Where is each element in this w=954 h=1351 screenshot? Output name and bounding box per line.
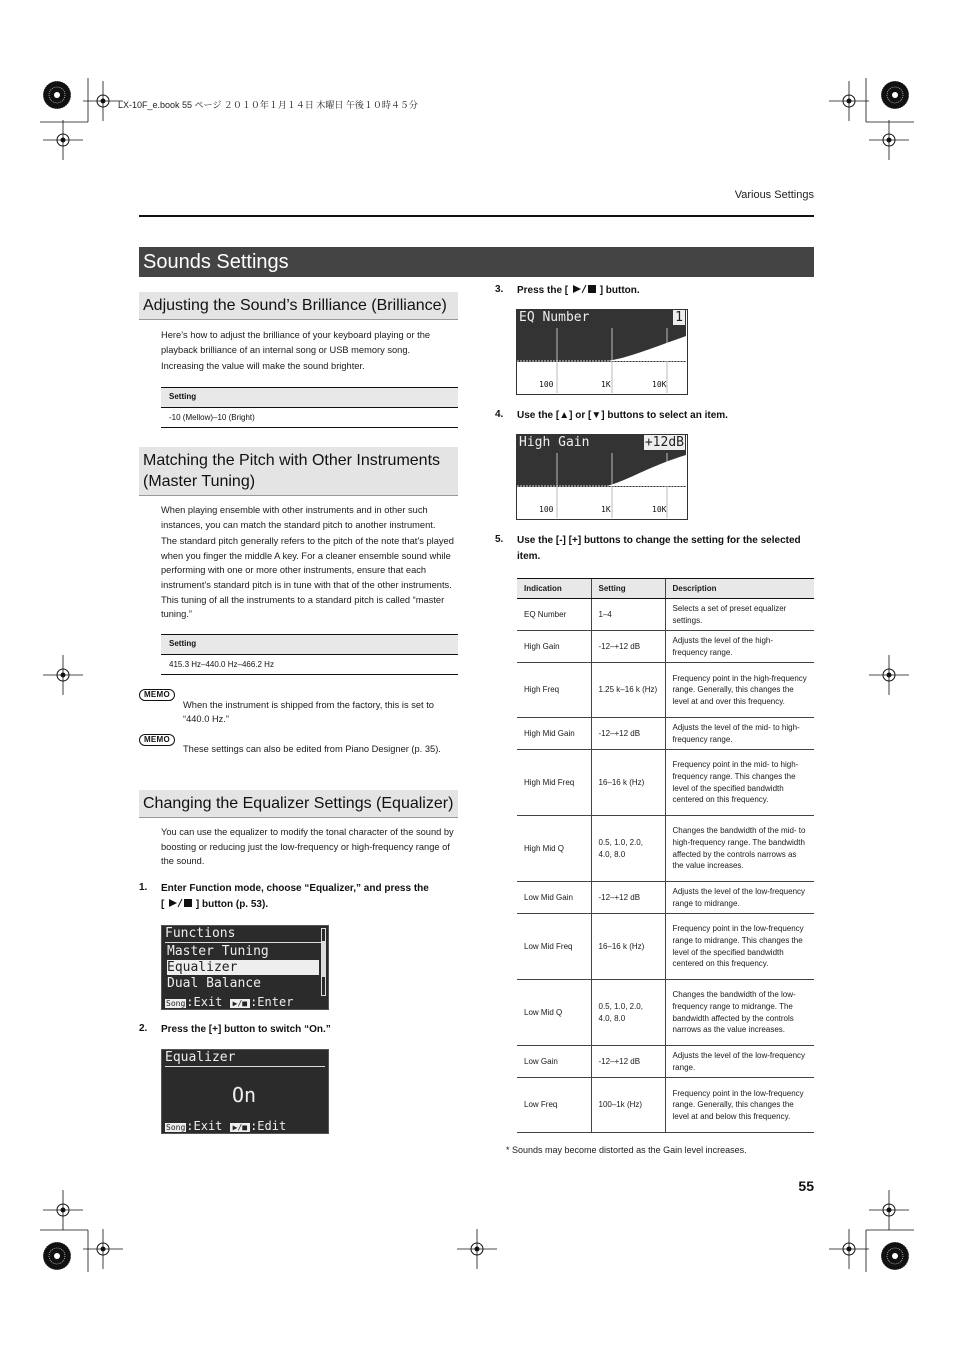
indication-cell: EQ Number	[517, 599, 591, 631]
lcd-divider	[165, 1066, 325, 1067]
table-row	[517, 1046, 814, 1078]
lcd-title: High Gain	[519, 435, 590, 450]
lcd-title: EQ Number	[519, 310, 590, 325]
table-row	[517, 750, 814, 816]
indication-cell: High Mid Q	[517, 816, 591, 882]
description-cell: Frequency point in the low-frequency range to midrange. This changes the level of the specified bandwidth centered on this frequency.	[665, 914, 814, 980]
setting-cell: 0.5, 1.0, 2.0, 4.0, 8.0	[591, 816, 665, 882]
lcd-enter-label: :Enter	[250, 995, 294, 1009]
lcd-footer	[165, 1119, 286, 1133]
setting-header: Setting	[161, 388, 458, 408]
table-row	[517, 1078, 814, 1133]
lcd-value: 1	[675, 310, 683, 325]
description-cell: Selects a set of preset equalizer settings.	[665, 599, 814, 631]
indication-cell: High Mid Gain	[517, 718, 591, 750]
equalizer-heading: Changing the Equalizer Settings (Equalizer)	[139, 790, 458, 818]
indication-cell: Low Mid Q	[517, 980, 591, 1046]
memo-text: When the instrument is shipped from the factory, this is set to “440.0 Hz.”	[183, 700, 434, 724]
description-cell: Adjusts the level of the low-frequency range.	[665, 1046, 814, 1078]
setting-cell: -12–+12 dB	[591, 631, 665, 663]
step-number: 1.	[139, 882, 148, 893]
step-3-text	[517, 283, 640, 299]
tick-label: 10K	[652, 505, 667, 514]
setting-cell: 0.5, 1.0, 2.0, 4.0, 8.0	[591, 980, 665, 1046]
column-header: Description	[665, 579, 814, 599]
description-cell: Frequency point in the high-frequency range. Generally, this changes the level at and over this frequency.	[665, 663, 814, 718]
table-row	[517, 882, 814, 914]
lcd-menu-item: Dual Balance	[167, 976, 261, 991]
indication-cell: Low Mid Freq	[517, 914, 591, 980]
tick-label: 1K	[601, 380, 611, 389]
step-text-pre: Press the [	[517, 285, 571, 296]
step-1-text	[161, 881, 461, 913]
brilliance-setting-table	[161, 387, 458, 428]
master-tuning-body	[161, 503, 458, 624]
page-number: 55	[798, 1178, 814, 1194]
step-4-text: Use the [▲] or [▼] buttons to select an item.	[517, 410, 728, 421]
setting-cell: -12–+12 dB	[591, 1046, 665, 1078]
lcd-functions-menu	[161, 925, 329, 1010]
footnote: * Sounds may become distorted as the Gain level increases.	[506, 1145, 747, 1155]
step-1-line-2	[161, 897, 461, 913]
brilliance-heading: Adjusting the Sound’s Brilliance (Brilliance)	[139, 292, 458, 320]
step-1-line-1: Enter Function mode, choose “Equalizer,” and press the	[161, 883, 429, 894]
step-number: 3.	[495, 284, 504, 295]
tick-label: 100	[539, 380, 554, 389]
tick-label: 100	[539, 505, 554, 514]
setting-cell: 100–1k (Hz)	[591, 1078, 665, 1133]
table-row	[517, 980, 814, 1046]
master-tuning-paragraph: The standard pitch generally refers to the pitch of the note that’s played when you finger the middle A key. For a cleaner ensemble sound while performing with one or more other instruments, ensure that each instrument’s standard pitch is in tune with that of the other instruments. This tuning of all the instruments to a standard pitch is called “master tuning.”	[161, 536, 454, 620]
table-row	[517, 914, 814, 980]
step-number: 2.	[139, 1023, 148, 1034]
setting-cell: -12–+12 dB	[591, 718, 665, 750]
step-number: 4.	[495, 409, 504, 420]
lcd-exit-label: :Exit	[186, 995, 223, 1009]
table-row	[517, 816, 814, 882]
lcd-value: +12dB	[644, 435, 684, 450]
lcd-menu-item: Master Tuning	[167, 944, 269, 959]
brilliance-paragraph: Increasing the value will make the sound brighter.	[161, 361, 365, 372]
lcd-edit-label: :Edit	[250, 1119, 287, 1133]
tick-label: 10K	[652, 380, 667, 389]
table-row	[517, 663, 814, 718]
description-cell: Adjusts the level of the mid- to high-frequency range.	[665, 718, 814, 750]
setting-header: Setting	[161, 635, 458, 655]
lcd-menu-item-selected: Equalizer	[167, 960, 319, 975]
lcd-eq-number	[516, 309, 688, 395]
lcd-exit-label: :Exit	[186, 1119, 223, 1133]
master-tuning-setting-table	[161, 634, 458, 675]
play-stop-icon: ▶/■	[230, 999, 250, 1008]
equalizer-intro: You can use the equalizer to modify the tonal character of the sound by boosting or reducing just the low-frequency or high-frequency range of the sound.	[161, 827, 454, 867]
setting-cell: 16–16 k (Hz)	[591, 914, 665, 980]
column-header: Indication	[517, 579, 591, 599]
setting-cell: -12–+12 dB	[591, 882, 665, 914]
lcd-scrollbar	[321, 928, 326, 996]
print-header: LX-10F_e.book 55 ページ ２０１０年１月１４日 木曜日 午後１０時４５分	[118, 100, 418, 110]
lcd-high-gain	[516, 434, 688, 520]
tick-label: 1K	[601, 505, 611, 514]
lcd-title: Equalizer	[165, 1050, 236, 1065]
brilliance-paragraph: Here’s how to adjust the brilliance of your keyboard playing or the playback brilliance of an internal song or USB memory song.	[161, 330, 431, 355]
indication-cell: Low Mid Gain	[517, 882, 591, 914]
step-text-post: ] button (p. 53).	[193, 899, 269, 910]
master-tuning-paragraph: When playing ensemble with other instruments and in other such instances, you can match the standard pitch to another instrument.	[161, 505, 436, 530]
description-cell: Frequency point in the mid- to high-frequency range. This changes the level of the specified bandwidth centered on this frequency.	[665, 750, 814, 816]
play-stop-icon: ▶/■	[230, 1123, 250, 1132]
table-header-row	[517, 579, 814, 599]
lcd-value: On	[232, 1083, 257, 1107]
equalizer-parameter-table	[517, 578, 814, 1133]
page-title: Sounds Settings	[139, 247, 814, 277]
table-row	[517, 631, 814, 663]
indication-cell: Low Freq	[517, 1078, 591, 1133]
lcd-equalizer-on	[161, 1049, 329, 1134]
play-stop-icon	[571, 284, 597, 294]
indication-cell: High Freq	[517, 663, 591, 718]
description-cell: Changes the bandwidth of the low-frequency range to midrange. The bandwidth affected by the controls narrows as the value increases.	[665, 980, 814, 1046]
description-cell: Changes the bandwidth of the mid- to high-frequency range. The bandwidth affected by the controls narrows as the value increases.	[665, 816, 814, 882]
setting-cell: 16–16 k (Hz)	[591, 750, 665, 816]
setting-value: -10 (Mellow)–10 (Bright)	[169, 413, 255, 422]
play-stop-icon	[167, 898, 193, 908]
song-icon: Song	[166, 1123, 186, 1132]
description-cell: Frequency point in the low-frequency range. Generally, this changes the level at and below this frequency.	[665, 1078, 814, 1133]
master-tuning-heading: Matching the Pitch with Other Instruments (Master Tuning)	[139, 447, 458, 496]
step-5-text: Use the [-] [+] buttons to change the setting for the selected item.	[517, 535, 801, 562]
memo-text: These settings can also be edited from Piano Designer (p. 35).	[183, 744, 441, 754]
brilliance-body	[161, 328, 458, 376]
table-row	[517, 718, 814, 750]
description-cell: Adjusts the level of the high-frequency range.	[665, 631, 814, 663]
lcd-footer	[165, 995, 293, 1009]
memo-badge: MEMO	[139, 734, 175, 746]
indication-cell: Low Gain	[517, 1046, 591, 1078]
setting-cell: 1–4	[591, 599, 665, 631]
column-header: Setting	[591, 579, 665, 599]
step-text-post: ] button.	[596, 285, 640, 296]
top-rule	[139, 215, 814, 217]
table-row	[517, 599, 814, 631]
description-cell: Adjusts the level of the low-frequency range to midrange.	[665, 882, 814, 914]
memo-badge: MEMO	[139, 689, 175, 701]
setting-value: 415.3 Hz–440.0 Hz–466.2 Hz	[169, 660, 274, 669]
setting-cell: 1.25 k–16 k (Hz)	[591, 663, 665, 718]
song-icon: Song	[166, 999, 186, 1008]
lcd-divider	[165, 942, 321, 943]
step-2-text: Press the [+] button to switch “On.”	[161, 1024, 331, 1035]
step-text-pre: [	[161, 899, 168, 910]
indication-cell: High Mid Freq	[517, 750, 591, 816]
indication-cell: High Gain	[517, 631, 591, 663]
lcd-title: Functions	[165, 926, 236, 941]
running-head: Various Settings	[734, 189, 814, 201]
step-number: 5.	[495, 534, 504, 545]
